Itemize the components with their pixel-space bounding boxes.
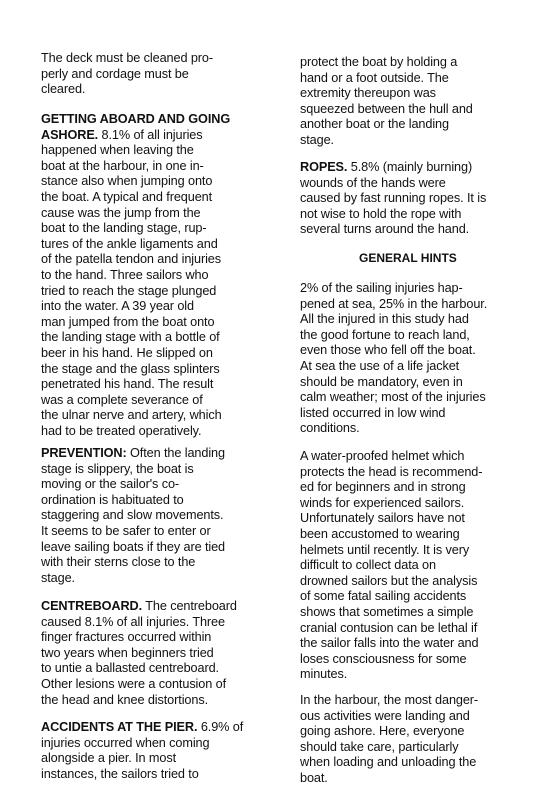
- centreboard-section: [41, 599, 237, 708]
- text-line: stance also when jumping onto: [41, 174, 213, 189]
- text-line: the head and knee distortions.: [41, 692, 208, 707]
- text-line: wounds of the hands were: [300, 175, 446, 190]
- text-line: extremity thereupon was: [300, 86, 436, 101]
- hints-paragraph-2: [300, 449, 482, 683]
- text-line: helmets until recently. It is very: [300, 542, 470, 557]
- text-line: boat at the harbour, in one in-: [41, 158, 204, 173]
- text-line: finger fractures occurred within: [41, 630, 212, 645]
- text-line: should take care, particularly: [300, 739, 459, 754]
- text-line: hand or a foot outside. The: [300, 70, 449, 85]
- text-line: protects the head is recommend-: [300, 464, 483, 479]
- pier-section: [41, 720, 243, 782]
- section-heading: ACCIDENTS AT THE PIER.: [41, 720, 198, 734]
- text-line: tures of the ankle ligaments and: [41, 236, 218, 251]
- text-line: It seems to be safer to enter or: [41, 523, 211, 538]
- text-line: winds for experienced sailors.: [300, 495, 465, 510]
- hints-paragraph-3: [300, 693, 478, 787]
- text-line: the ulnar nerve and artery, which: [41, 408, 222, 423]
- deck-paragraph: [41, 51, 213, 98]
- text-line: In the harbour, the most danger-: [300, 693, 479, 707]
- section-heading: ASHORE.: [41, 127, 99, 142]
- text-line: boat to the landing stage, rup-: [41, 221, 207, 236]
- text-line: man jumped from the boat onto: [41, 314, 215, 329]
- text-line: even those who fell off the boat.: [300, 343, 476, 358]
- text-line: several turns around the hand.: [300, 222, 470, 237]
- text-line: perly and cordage must be: [41, 66, 189, 81]
- text-line: was a complete severance of: [41, 392, 203, 407]
- text-line: loses consciousness for some: [300, 651, 467, 666]
- text-line: moving or the sailor's co-: [41, 477, 180, 492]
- text-line: with their sterns close to the: [41, 555, 196, 570]
- text-line: leave sailing boats if they are tied: [41, 539, 226, 554]
- text-line: ous activities were landing and: [300, 708, 470, 723]
- text-line: stage.: [41, 570, 75, 585]
- text-line: penetrated his hand. The result: [41, 377, 214, 392]
- text-line: ed for beginners and in strong: [300, 480, 466, 495]
- text-line: protect the boat by holding a: [300, 55, 458, 69]
- text-line: staggering and slow movements.: [41, 508, 224, 523]
- text-line: ordination is habituated to: [41, 492, 184, 507]
- text-line: conditions.: [300, 421, 360, 436]
- ropes-section: [300, 160, 486, 238]
- text-line: All the injured in this study had: [300, 312, 469, 327]
- text-line: alongside a pier. In most: [41, 751, 177, 766]
- text-line: of the patella tendon and injuries: [41, 252, 221, 267]
- text-line: listed occurred in low wind: [300, 405, 446, 420]
- section-heading: PREVENTION:: [41, 446, 127, 460]
- text-line: tried to reach the stage plunged: [41, 283, 217, 298]
- text-line: 2% of the sailing injuries hap-: [300, 281, 463, 295]
- text-line: should be mandatory, even in: [300, 374, 463, 389]
- text-line: caused by fast running ropes. It is: [300, 191, 487, 206]
- text-line: Often the landing: [126, 446, 225, 460]
- text-line: happened when leaving the: [41, 143, 194, 158]
- text-line: caused 8.1% of all injuries. Three: [41, 614, 225, 629]
- text-line: shows that sometimes a simple: [300, 604, 474, 619]
- text-line: boat.: [300, 770, 328, 785]
- text-line: At sea the use of a life jacket: [300, 358, 460, 373]
- section-heading: ROPES.: [300, 160, 348, 174]
- text-line: to untie a ballasted centreboard.: [41, 661, 219, 676]
- text-line: cleared.: [41, 82, 86, 97]
- text-line: instances, the sailors tried to: [41, 766, 199, 781]
- text-line: difficult to collect data on: [300, 558, 436, 573]
- text-line: the landing stage with a bottle of: [41, 330, 220, 345]
- text-line: the sailor falls into the water and: [300, 636, 479, 651]
- text-line: of some fatal sailing accidents: [300, 589, 467, 604]
- hints-paragraph-1: [300, 281, 487, 437]
- text-line: Other lesions were a contusion of: [41, 676, 226, 691]
- text-line: two years when beginners tried: [41, 645, 214, 660]
- text-line: minutes.: [300, 667, 348, 682]
- text-line: drowned sailors but the analysis: [300, 573, 478, 588]
- text-line: when loading and unloading the: [300, 755, 477, 770]
- text-line: going ashore. Here, everyone: [300, 724, 465, 739]
- text-line: stage.: [300, 132, 334, 147]
- section-heading: CENTREBOARD.: [41, 599, 143, 613]
- text-line: had to be treated operatively.: [41, 423, 202, 438]
- text-line: Unfortunately sailors have not: [300, 511, 465, 526]
- text-line: to the hand. Three sailors who: [41, 267, 209, 282]
- text-line: into the water. A 39 year old: [41, 299, 194, 314]
- general-hints-heading: GENERAL HINTS: [359, 251, 457, 265]
- text-line: cause was the jump from the: [41, 205, 201, 220]
- text-line: the good fortune to reach land,: [300, 327, 470, 342]
- text-line: calm weather; most of the injuries: [300, 390, 486, 405]
- text-line: cranial contusion can be lethal if: [300, 620, 478, 635]
- text-line: 5.8% (mainly burning): [347, 160, 473, 174]
- getting-aboard-section: [41, 112, 230, 439]
- text-line: stage is slippery, the boat is: [41, 461, 194, 476]
- text-line: beer in his hand. He slipped on: [41, 345, 213, 360]
- text-line: The deck must be cleaned pro-: [41, 51, 213, 65]
- text-line: 6.9% of: [197, 720, 244, 734]
- text-line: pened at sea, 25% in the harbour.: [300, 296, 488, 311]
- text-line: 8.1% of all injuries: [98, 127, 203, 142]
- text-line: been accustomed to wearing: [300, 526, 460, 541]
- pier-continued-paragraph: [300, 55, 473, 149]
- section-heading: GETTING ABOARD AND GOING: [41, 112, 231, 126]
- text-line: another boat or the landing: [300, 117, 449, 132]
- prevention-section: [41, 446, 225, 586]
- text-line: not wise to hold the rope with: [300, 206, 462, 221]
- text-line: The centreboard: [142, 599, 237, 613]
- text-line: squeezed between the hull and: [300, 101, 473, 116]
- text-line: A water-proofed helmet which: [300, 449, 465, 463]
- text-line: the stage and the glass splinters: [41, 361, 220, 376]
- text-line: injuries occurred when coming: [41, 735, 210, 750]
- text-line: the boat. A typical and frequent: [41, 189, 213, 204]
